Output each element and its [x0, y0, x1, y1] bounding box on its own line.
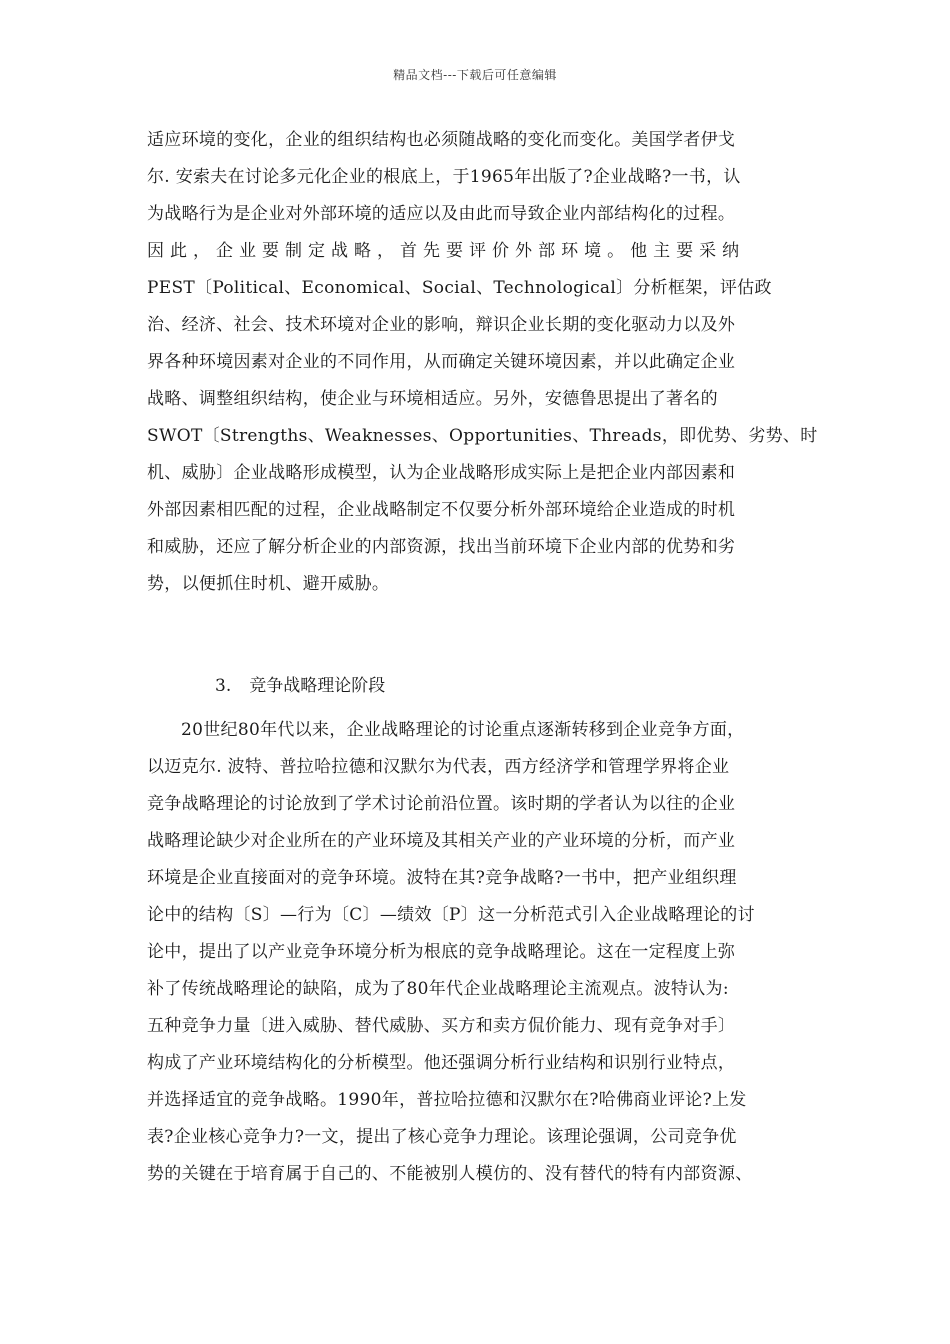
paragraph-1-line: 势，以便抓住时机、避开威胁。 — [147, 574, 390, 594]
paragraph-1-line: 为战略行为是企业对外部环境的适应以及由此而导致企业内部结构化的过程。 — [147, 204, 736, 224]
paragraph-2-line: 论中，提出了以产业竞争环境分析为根底的竞争战略理论。这在一定程度上弥 — [147, 942, 736, 962]
paragraph-2-line: 五种竞争力量〔进入威胁、替代威胁、买方和卖方侃价能力、现有竞争对手〕 — [147, 1016, 736, 1036]
paragraph-1-line: 和威胁，还应了解分析企业的内部资源，找出当前环境下企业内部的优势和劣 — [147, 537, 736, 557]
section-heading — [215, 676, 385, 696]
paragraph-2-line: 并选择适宜的竞争战略。1990年，普拉哈拉德和汉默尔在?哈佛商业评论?上发 — [147, 1090, 747, 1110]
paragraph-2-line: 战略理论缺少对企业所在的产业环境及其相关产业的产业环境的分析，而产业 — [147, 831, 736, 851]
paragraph-2-line: 表?企业核心竞争力?一文，提出了核心竞争力理论。该理论强调，公司竞争优 — [147, 1127, 737, 1147]
paragraph-1-line: 适应环境的变化，企业的组织结构也必须随战略的变化而变化。美国学者伊戈 — [147, 130, 736, 150]
paragraph-2-line: 构成了产业环境结构化的分析模型。他还强调分析行业结构和识别行业特点， — [147, 1053, 736, 1073]
paragraph-1-line: PEST〔Political、Economical、Social、Technological〕分析框架，评估政 — [147, 278, 772, 298]
paragraph-2-line: 20世纪80年代以来，企业战略理论的讨论重点逐渐转移到企业竞争方面， — [181, 720, 745, 740]
paragraph-1-line: 机、威胁〕企业战略形成模型，认为企业战略形成实际上是把企业内部因素和 — [147, 463, 736, 483]
paragraph-1-line: 治、经济、社会、技术环境对企业的影响，辩识企业长期的变化驱动力以及外 — [147, 315, 736, 335]
paragraph-2-line: 竞争战略理论的讨论放到了学术讨论前沿位置。该时期的学者认为以往的企业 — [147, 794, 736, 814]
paragraph-2-line: 补了传统战略理论的缺陷，成为了80年代企业战略理论主流观点。波特认为: — [147, 979, 729, 999]
paragraph-2-line: 环境是企业直接面对的竞争环境。波特在其?竞争战略?一书中，把产业组织理 — [147, 868, 737, 888]
paragraph-1-line: 尔. 安索夫在讨论多元化企业的根底上，于1965年出版了?企业战略?一书，认 — [147, 167, 741, 187]
page-header: 精品文档---下载后可任意编辑 — [393, 68, 557, 82]
paragraph-2-line: 论中的结构〔S〕—行为〔C〕—绩效〔P〕这一分析范式引入企业战略理论的讨 — [147, 905, 755, 925]
paragraph-2-line: 以迈克尔. 波特、普拉哈拉德和汉默尔为代表，西方经济学和管理学界将企业 — [147, 757, 730, 777]
paragraph-1-line: SWOT〔Strengths、Weaknesses、Opportunities、Threads，即优势、劣势、时 — [147, 426, 818, 446]
section-number: 3. — [215, 676, 232, 696]
paragraph-1-line: 战略、调整组织结构，使企业与环境相适应。另外，安德鲁思提出了著名的 — [147, 389, 718, 409]
paragraph-1-line: 界各种环境因素对企业的不同作用，从而确定关键环境因素，并以此确定企业 — [147, 352, 736, 372]
paragraph-2-line: 势的关键在于培育属于自己的、不能被别人模仿的、没有替代的特有内部资源、 — [147, 1164, 753, 1184]
paragraph-1-line: 因 此 ， 企 业 要 制 定 战 略 ， 首 先 要 评 价 外 部 环 境 。 他 主 要 采 纳 — [147, 241, 740, 261]
section-title: 竞争战略理论阶段 — [249, 676, 386, 696]
paragraph-1-line: 外部因素相匹配的过程，企业战略制定不仅要分析外部环境给企业造成的时机 — [147, 500, 736, 520]
